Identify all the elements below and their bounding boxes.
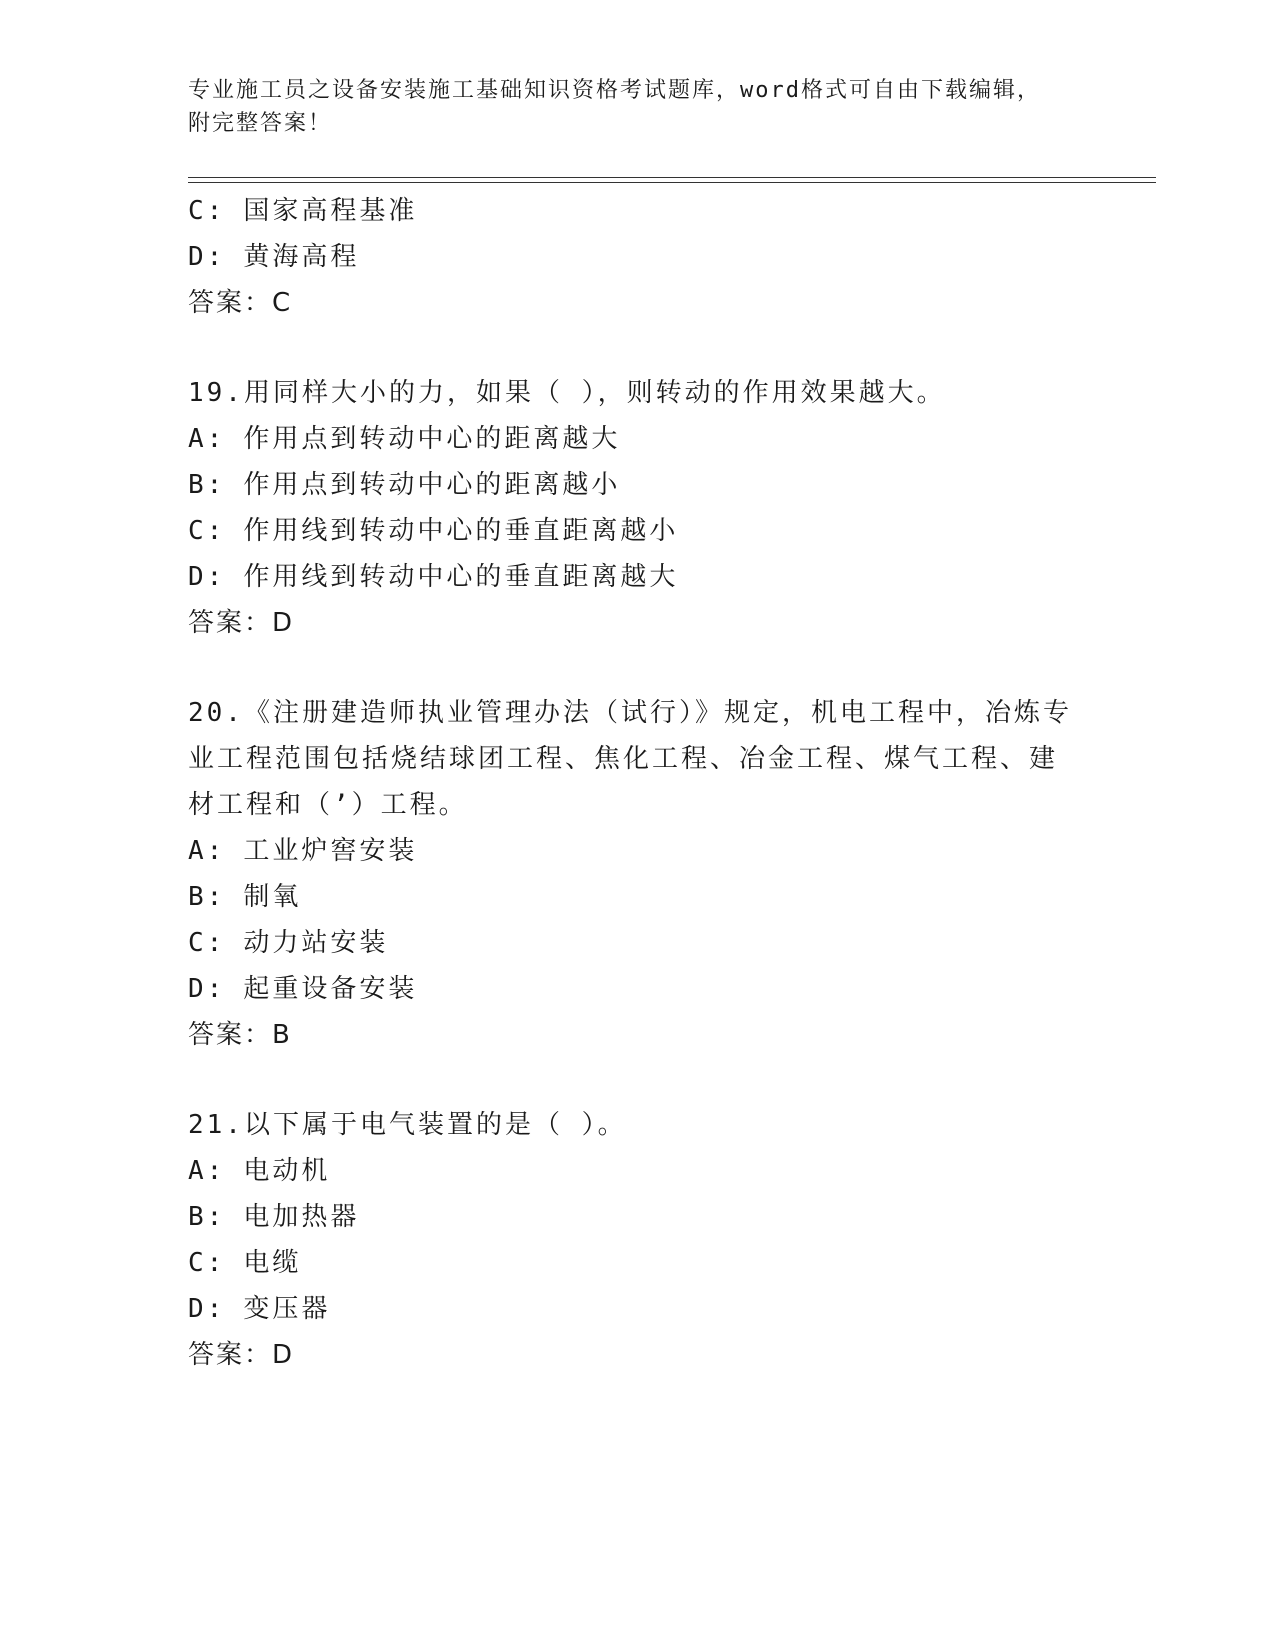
option-letter: C:	[188, 516, 226, 546]
answer-line: 答案：D	[188, 608, 295, 638]
option-letter: C:	[188, 928, 226, 958]
question-stem: 材工程和（’）工程。	[188, 790, 468, 820]
option-line	[188, 966, 1088, 1012]
option-letter: D:	[188, 974, 226, 1004]
question-stem: 21.以下属于电气装置的是（ ）。	[188, 1110, 627, 1140]
option-line	[188, 920, 1088, 966]
question-19	[188, 370, 1088, 646]
option-letter: D:	[188, 562, 226, 592]
option-line	[188, 554, 1088, 600]
option-letter: B:	[188, 1202, 226, 1232]
option-letter: C:	[188, 196, 226, 226]
option-text: 作用线到转动中心的垂直距离越小	[243, 516, 679, 546]
option-text: 动力站安装	[243, 928, 389, 958]
question-21	[188, 1102, 1088, 1378]
spacer	[188, 1058, 1088, 1102]
option-line	[188, 874, 1088, 920]
header-line-1: 专业施工员之设备安装施工基础知识资格考试题库，word格式可自由下载编辑，	[188, 78, 1041, 103]
option-letter: A:	[188, 836, 226, 866]
answer-line: 答案：D	[188, 1340, 295, 1370]
option-line	[188, 1148, 1088, 1194]
option-text: 起重设备安装	[243, 974, 418, 1004]
option-text: 电缆	[243, 1248, 302, 1278]
answer-line: 答案：B	[188, 1020, 292, 1050]
option-text: 黄海高程	[243, 242, 360, 272]
option-text: 作用线到转动中心的垂直距离越大	[243, 562, 679, 592]
option-letter: D:	[188, 242, 226, 272]
document-body	[188, 188, 1088, 1378]
option-line	[188, 828, 1088, 874]
option-letter: A:	[188, 1156, 226, 1186]
spacer	[188, 646, 1088, 690]
option-line	[188, 1240, 1088, 1286]
prev-question-block	[188, 188, 1088, 326]
header-rule-bottom	[188, 182, 1156, 183]
document-header	[188, 74, 1088, 140]
question-stem: 19.用同样大小的力，如果（ ），则转动的作用效果越大。	[188, 378, 946, 408]
option-letter: A:	[188, 424, 226, 454]
option-line	[188, 416, 1088, 462]
option-line	[188, 1286, 1088, 1332]
option-text: 电动机	[243, 1156, 331, 1186]
option-line	[188, 508, 1088, 554]
header-line-2: 附完整答案！	[188, 111, 333, 136]
option-text: 作用点到转动中心的距离越小	[243, 470, 621, 500]
question-20	[188, 690, 1088, 1058]
option-text: 作用点到转动中心的距离越大	[243, 424, 621, 454]
question-stem: 业工程范围包括烧结球团工程、焦化工程、冶金工程、煤气工程、建	[188, 744, 1059, 774]
option-text: 制氧	[243, 882, 302, 912]
option-line	[188, 234, 1088, 280]
option-letter: B:	[188, 882, 226, 912]
option-text: 国家高程基准	[243, 196, 418, 226]
option-text: 变压器	[243, 1294, 331, 1324]
option-line	[188, 462, 1088, 508]
option-line	[188, 1194, 1088, 1240]
header-rule-top	[188, 177, 1156, 178]
option-letter: B:	[188, 470, 226, 500]
option-line	[188, 188, 1088, 234]
answer-line: 答案：C	[188, 288, 293, 318]
option-text: 工业炉窖安装	[243, 836, 418, 866]
option-text: 电加热器	[243, 1202, 360, 1232]
spacer	[188, 326, 1088, 370]
option-letter: D:	[188, 1294, 226, 1324]
option-letter: C:	[188, 1248, 226, 1278]
question-stem: 20.《注册建造师执业管理办法（试行）》规定，机电工程中，冶炼专	[188, 698, 1072, 728]
